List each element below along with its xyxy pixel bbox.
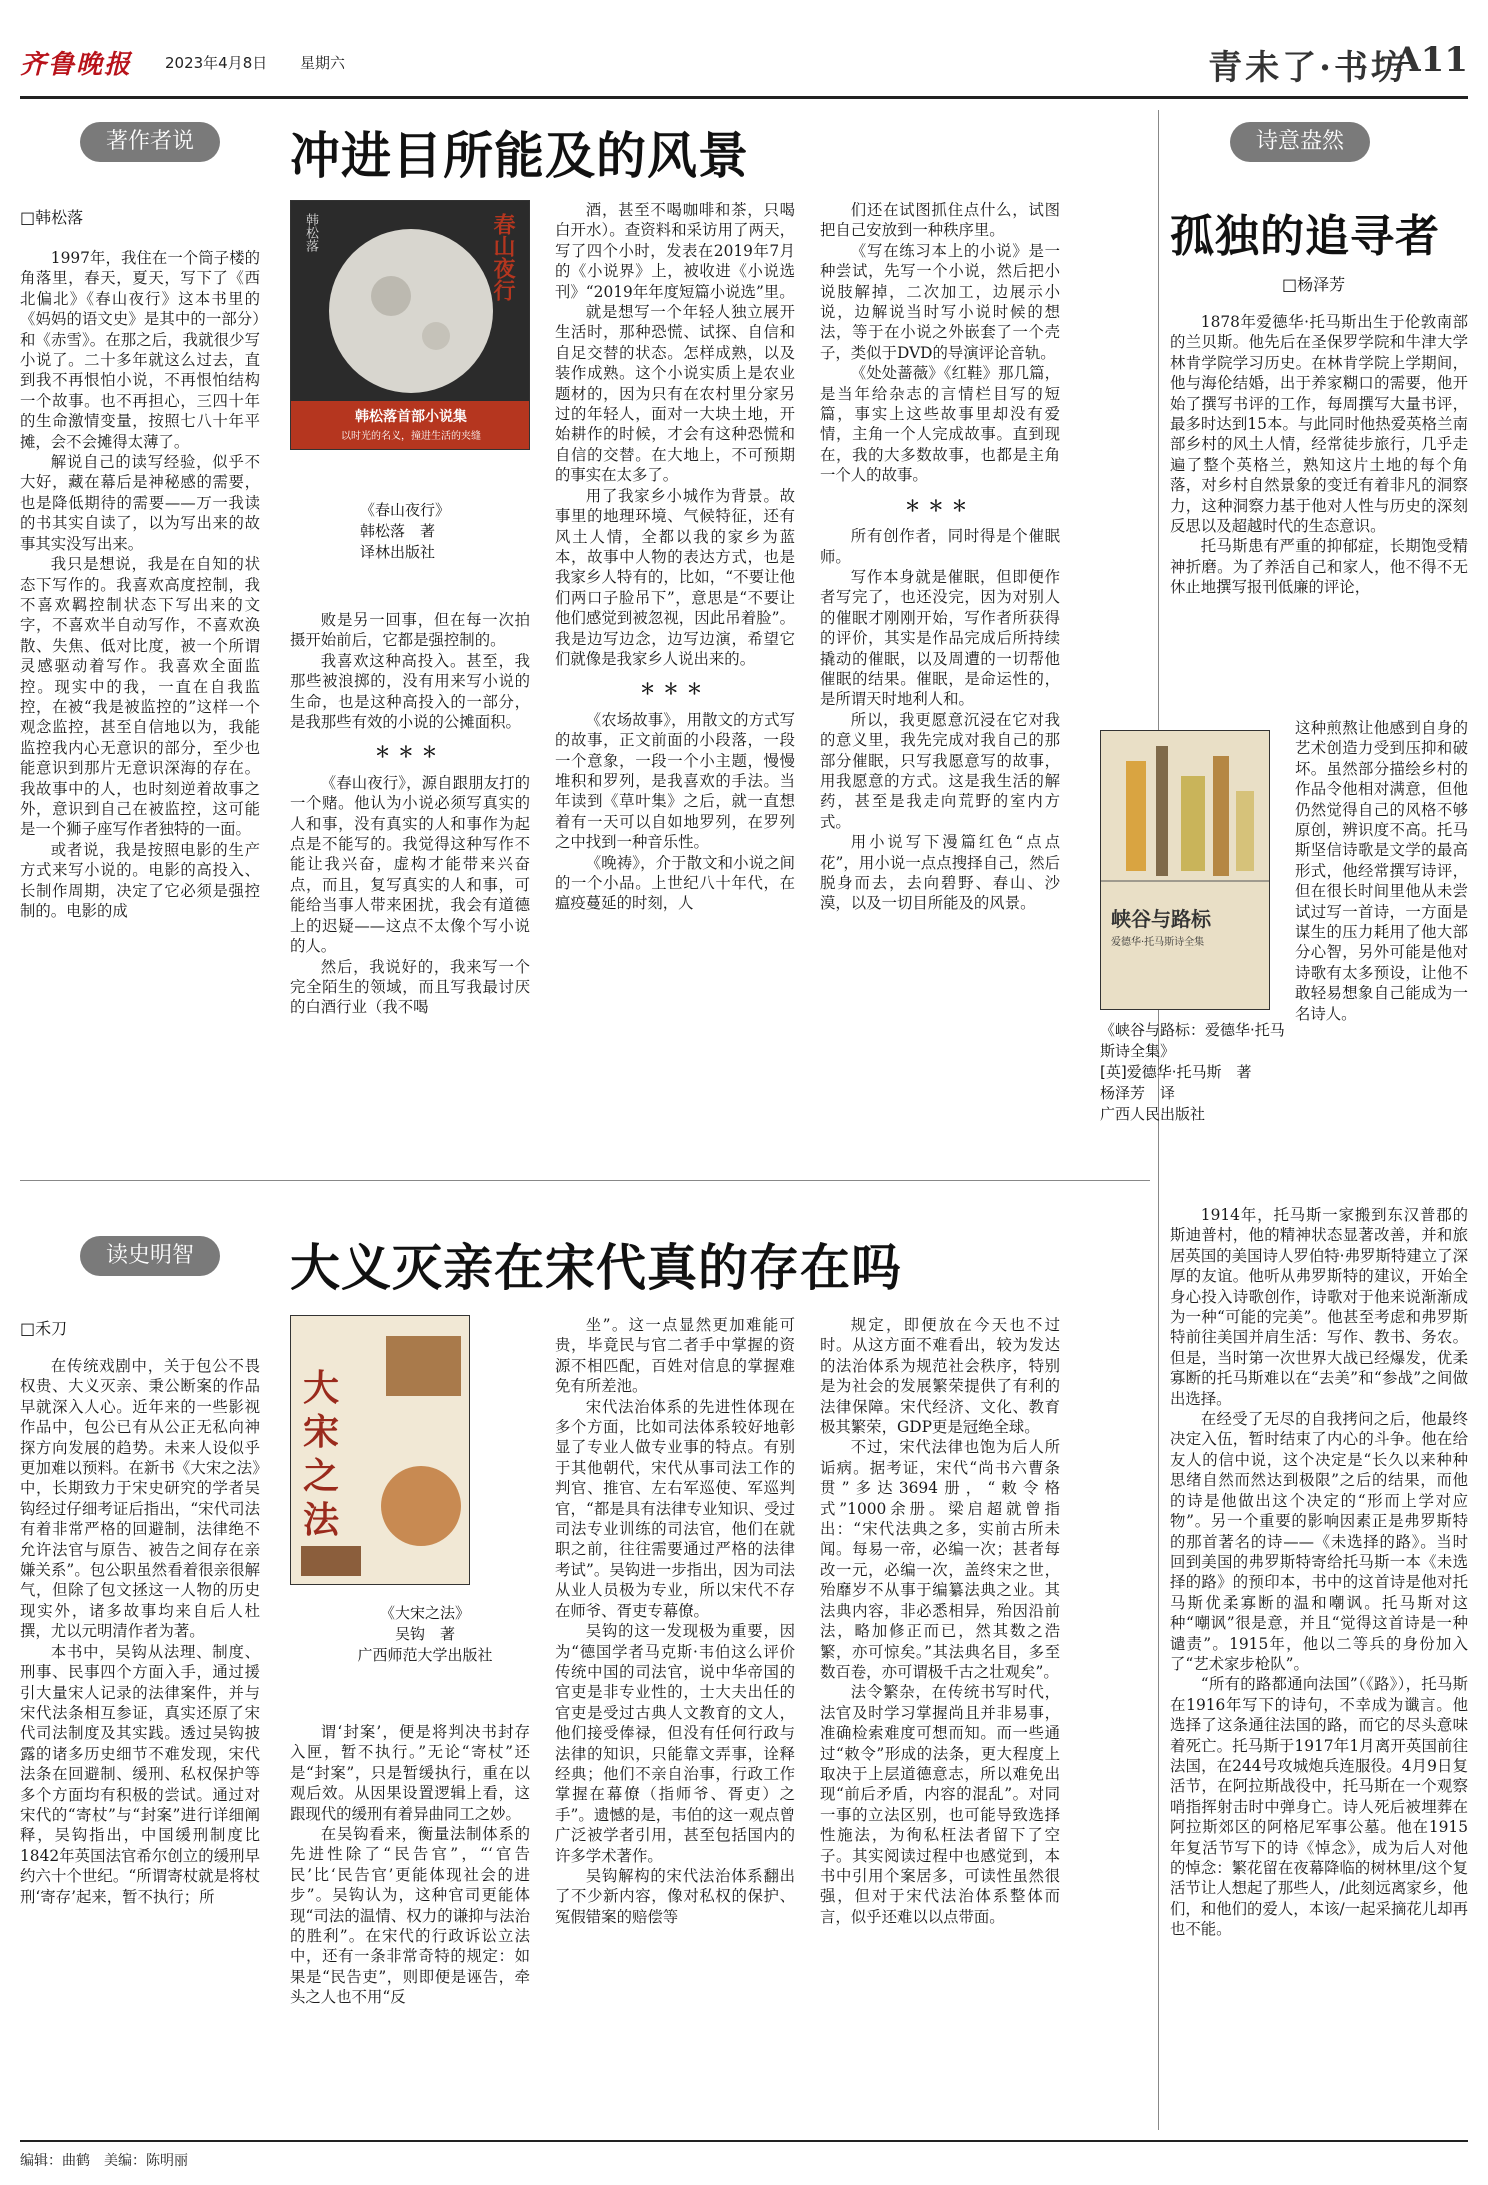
book-cover — [1100, 730, 1270, 1010]
article-column — [555, 1315, 795, 2134]
caption-line: 《大宋之法》 — [379, 1604, 470, 1622]
article-column — [1170, 312, 1468, 717]
cover-artwork-icon — [1101, 731, 1270, 1010]
article-column — [820, 1315, 1060, 2134]
paragraph: 坐”。这一点显然更加难能可贵，毕竟民与官二者手中掌握的资源不相匹配，百姓对信息的掌握难免有所差池。 — [555, 1316, 795, 1396]
caption-line: 广西师范大学出版社 — [357, 1646, 493, 1664]
masthead-rule — [20, 96, 1468, 99]
paragraph: 1997年，我住在一个筒子楼的角落里，春天，夏天，写下了《西北偏北》《春山夜行》这本书里的《妈妈的语文史》是其中的一部分）和《赤雪》。在那之后，我就很少写小说了。二十多年就这么过去，直到我不再恨怕小说，不再恨怕结构一个故事。也不再担心，三四十年的生命激情变量，按照七八十年平摊，会不会摊得太薄了。 — [20, 249, 260, 451]
paragraph: 在经受了无尽的自我拷问之后，他最终决定入伍，暂时结束了内心的斗争。他在给友人的信中说，这个决定是“长久以来种种思绪自然而然达到极限”之后的结果，而他的诗是他做出这个决定的“形而上学对应物”。另一个重要的影响因素正是弗罗斯特的那首著名的诗——《未选择的路》。当时回到美国的弗罗斯特寄给托马斯一本《未选择的路》的预印本，书中的这首诗是他对托马斯优柔寡断的温和嘲讽。托马斯对这种“嘲讽”很是意，并且“觉得这首诗是一种谴责”。1915年，他以二等兵的身份加入了“艺术家步枪队”。 — [1170, 1410, 1468, 1673]
section-divider — [20, 1180, 1150, 1181]
paragraph: 宋代法治体系的先进性体现在多个方面，比如司法体系较好地彰显了专业人做专业事的特点。有别于其他朝代，宋代从事司法工作的判官、推官、左右军巡使、军巡判官，“都是具有法律专业知识、受过司法专业训练的司法官，他们在就职之前，往往需要通过严格的法律考试”。吴钩进一步指出，因为司法从业人员极为专业，所以宋代不存在师爷、胥吏专幕僚。 — [555, 1397, 795, 1620]
footer-rule — [20, 2140, 1468, 2142]
book-feature — [290, 1315, 530, 1715]
paragraph: 《农场故事》，用散文的方式写的故事，正文前面的小段落，一段一个意象，一段一个小主题，慢慢堆积和罗列，是我喜欢的手法。当年读到《草叶集》之后，就一直想着有一天可以自如地罗列，在罗列之中找到一种音乐性。 — [555, 710, 795, 852]
caption-line: 吴钩 著 — [394, 1625, 455, 1643]
book-caption — [360, 500, 530, 563]
book-feature — [1100, 730, 1288, 1150]
article-column — [20, 248, 260, 1178]
paragraph: 我只是想说，我是在自知的状态下写作的。我喜欢高度控制，我不喜欢羁控制状态下写出来的文字，不喜欢半自动写作，不喜欢涣散、失焦、低对比度，被一个所谓灵感驱动着写作。我喜欢全面监控。现实中的我，一直在自我监控，在被“我是被监控的”这样一个观念监控，甚至自信地以为，我能监控我内心无意识的部分，至少也能意识到那片无意识深海的存在。我故事中的人，也时刻逆着故事之外，意识到自己在被监控，这可能是一个狮子座写作者独特的一面。 — [20, 555, 260, 839]
paragraph: 我喜欢这种高投入。甚至，我那些被浪掷的，没有用来写小说的生命，也是这种高投入的一部分，是我那些有效的小说的公摊面积。 — [290, 651, 530, 732]
paragraph: 吴钩解构的宋代法治体系翻出了不少新内容，像对私权的保护、冤假错案的赔偿等 — [555, 1866, 795, 1926]
article-column — [1295, 718, 1468, 1198]
book-cover — [290, 200, 530, 450]
caption-line: 译林出版社 — [360, 543, 436, 561]
cover-title: 峡谷与路标 — [1111, 907, 1211, 931]
editor-credits: 编辑：曲鹤 美编：陈明丽 — [20, 2153, 188, 2169]
cover-tagline: 以时光的名义，撞进生活的夹缝 — [341, 431, 481, 442]
paragraph: 吴钩的这一发现极为重要，因为“德国学者马克斯·韦伯这么评价传统中国的司法官，说中华帝国的官吏是非专业性的，士大夫出任的官吏是受过古典人文教育的文人，他们接受俸禄，但没有任何行政与法律的知识，只能靠文弄事，诠释经典；他们不亲自治事，行政工作掌握在幕僚（指师爷、胥吏）之手”。遗憾的是，韦伯的这一观点曾广泛被学者引用，甚至包括国内的许多学术著作。 — [555, 1622, 795, 1865]
caption-line: 韩松落 著 — [360, 522, 436, 540]
paragraph: 或者说，我是按照电影的生产方式来写小说的。电影的高投入、长制作周期，决定了它必须是强控制的。电影的成 — [20, 840, 260, 920]
section-break: ＊＊＊ — [374, 743, 446, 762]
caption-line: [英]爱德华·托马斯 著 — [1100, 1063, 1252, 1081]
paragraph: 《春山夜行》，源自跟朋友打的一个赌。他认为小说必须写真实的人和事，没有真实的人和事作为起点是不能写的。我觉得这种写作不能让我兴奋，虚构才能带来兴奋点，而且，复写真实的人和事，可能给当事人带来困扰，我会有道德上的迟疑——这点不太像个写小说的人。 — [290, 773, 530, 956]
article-column — [20, 1356, 260, 2134]
paragraph: 酒，甚至不喝咖啡和茶，只喝白开水）。查资料和采访用了两天，写了四个小时，发表在2019年7月的《小说界》上，被收进《小说选刊》“2019年年度短篇小说选”里。 — [555, 201, 795, 301]
article-column — [290, 1722, 530, 2134]
cover-author: 韩松落 — [303, 213, 318, 252]
cover-subtitle: 爱德华·托马斯诗全集 — [1111, 937, 1205, 948]
paragraph: 1914年，托马斯一家搬到东汉普郡的斯迪普村，他的精神状态显著改善，并和旅居英国的美国诗人罗伯特·弗罗斯特建立了深厚的友谊。他听从弗罗斯特的建议，开始全身心投入诗歌创作，诗歌对于他来说渐渐成为一种“可能的完美”。他甚至考虑和弗罗斯特前往美国并肩生活：写作、教书、务农。但是，当时第一次世界大战已经爆发，优柔寡断的托马斯难以在“去美”和“参战”之间做出选择。 — [1170, 1206, 1468, 1408]
article-title: 冲进目所能及的风景 — [290, 126, 749, 185]
caption-line: 《春山夜行》 — [360, 501, 451, 519]
paragraph: 1878年爱德华·托马斯出生于伦敦南部的兰贝斯。他先后在圣保罗学院和牛津大学林肯学院学习历史。在林肯学院上学期间，他与海伦结婚，出于养家糊口的需要，他开始了撰写书评的工作，每周撰写大量书评，最多时达到15本。与此同时他热爱英格兰南部乡村的风土人情，经常徒步旅行，几乎走遍了整个英格兰，熟知这片土地的每个角落，对乡村自然景象的变迁有着非凡的洞察力，这种洞察力基于他对人性与历史的深刻反思以及超越时代的生态意识。 — [1170, 313, 1468, 536]
cover-title: 春山夜行 — [490, 213, 516, 301]
book-cover — [290, 1315, 470, 1585]
article-column — [1170, 1205, 1468, 2133]
paragraph: 不过，宋代法律也饱为后人所诟病。据考证，宋代“尚书六曹条贯”多达3694册，“敕令格式”1000余册。梁启超就曾指出：“宋代法典之多，实前古所未闻。每易一帝，必编一次；甚者每改一元，必编一次，盖终宋之世，殆靡岁不从事于编纂法典之业。其法典内容，非必悉相异，殆因沿前法，略加修正而已，然其数之浩繁，亦可惊矣。”其法典名目，多至数百卷，亦可谓极千古之壮观矣”。 — [820, 1438, 1060, 1681]
paragraph: 《晚祷》，介于散文和小说之间的一个小品。上世纪八十年代，在瘟疫蔓延的时刻，人 — [555, 853, 795, 913]
paragraph: 们还在试图抓住点什么，试图把自己安放到一种秩序里。 — [820, 201, 1060, 240]
page-number: A11 — [1394, 40, 1468, 80]
masthead — [0, 0, 1488, 100]
paragraph: 《处处蔷薇》《红鞋》那几篇，是当年给杂志的言情栏目写的短篇，事实上这些故事里却没有爱情，主角一个人完成故事。直到现在，我的大多数故事，也都是主角一个人的故事。 — [820, 364, 1060, 485]
book-feature — [290, 200, 530, 600]
newspaper-logo: 齐鲁晚报 — [20, 50, 133, 80]
paragraph: 这种煎熬让他感到自身的艺术创造力受到压抑和破坏。虽然部分描绘乡村的作品令他相对满意，但他仍然觉得自己的风格不够原创，辨识度不高。托马斯坚信诗歌是文学的最高形式，他经常撰写诗评，但在很长时间里他从未尝试过写一首诗，一方面是谋生的压力耗用了他大部分心智，另外可能是他对诗歌有太多预设，让他不敢轻易想象自己能成为一名诗人。 — [1295, 719, 1468, 1023]
paragraph: 用小说写下漫篇红色“点点花”，用小说一点点搜择自己，然后脱身而去，去向碧野、春山、沙漠，以及一切目所能及的风景。 — [820, 833, 1060, 913]
caption-line: 杨泽芳 译 — [1100, 1084, 1176, 1102]
book-caption — [1100, 1020, 1290, 1125]
paragraph: 写作本身就是催眠，但即便作者写完了，也还没完，因为对别人的催眠才刚刚开始，写作者所获得的评价，其实是作品完成后所持续撬动的催眠，以及周遭的一切帮他催眠的结果。催眠，是命运性的，是所谓天时地利人和。 — [820, 567, 1060, 709]
column-tag: 著作者说 — [80, 122, 220, 162]
article-author: □韩松落 — [20, 208, 84, 227]
article-column — [555, 200, 795, 1178]
article-title: 大义灭亲在宋代真的存在吗 — [290, 1238, 902, 1297]
paragraph: 败是另一回事，但在每一次拍摄开始前后，它都是强控制的。 — [290, 611, 530, 650]
paragraph: 用了我家乡小城作为背景。故事里的地理环境、气候特征，还有风土人情，全都以我的家乡为蓝本，故事中人物的表达方式，也是我家乡人特有的，比如，“不要让他们两口子脸吊下”，意思是“不要让他们感觉到被忽视，因此吊着脸”。我是边写边念，边写边演，希望它们就像是我家乡人说出来的。 — [555, 486, 795, 668]
paragraph: 就是想写一个年轻人独立展开生活时，那种恐慌、试探、自信和自足交替的状态。怎样成熟，以及装作成熟。这个小说实质上是农业题材的，因为只有在农村里分家另过的年轻人，面对一大块土地，开始耕作的时候，才会有这种恐慌和自信的交替。在大地上，不可预期的事实在太多了。 — [555, 303, 795, 485]
paragraph: 解说自己的读写经验，似乎不大好，藏在幕后是神秘感的需要，也是降低期待的需要——万一我读的书其实自读了，以为写出来的故事其实没写出来。 — [20, 453, 260, 553]
book-caption — [320, 1603, 530, 1666]
issue-date: 2023年4月8日 — [165, 54, 268, 72]
paragraph: 规定，即便放在今天也不过时。从这方面不难看出，较为发达的法治体系为规范社会秩序，特别是为社会的发展繁荣提供了有利的法律保障。宋代经济、文化、教育极其繁荣，GDP更是冠绝全球。 — [820, 1316, 1060, 1437]
issue-weekday: 星期六 — [300, 54, 346, 72]
section-break: ＊＊＊ — [639, 680, 711, 699]
paragraph: 托马斯患有严重的抑郁症，长期饱受精神折磨。为了养活自己和家人，他不得不无休止地撰写报刊低廉的评论， — [1170, 537, 1468, 597]
paragraph: 《写在练习本上的小说》是一种尝试，先写一个小说，然后把小说肢解掉，二次加工，边展示小说，边解说当时写小说时候的想法，等于在小说之外嵌套了一个壳子，类似于DVD的导演评论音轨。 — [820, 241, 1060, 362]
paragraph: 所有创作者，同时得是个催眠师。 — [820, 527, 1060, 566]
paragraph: 本书中，吴钩从法理、制度、刑事、民事四个方面入手，通过援引大量宋人记录的法律案件，并与宋代法条相互参证，真实还原了宋代司法制度及其实践。透过吴钩披露的诸多历史细节不难发现，宋代法条在回避制、缓刑、私权保护等多个方面均有积极的尝试。通过对宋代的“寄杖”与“封案”进行详细阐释，吴钩指出，中国缓刑制度比1842年英国法官希尔创立的缓刑早约六十个世纪。“所谓寄杖就是将杖刑‘寄存’起来，暂不执行；所 — [20, 1642, 260, 1906]
column-tag: 读史明智 — [80, 1236, 220, 1276]
paragraph: 所以，我更愿意沉浸在它对我的意义里，我先完成对我自己的那部分催眠，只写我愿意写的故事，用我愿意的方式。这是我生活的解药，甚至是我走向荒野的室内方式。 — [820, 710, 1060, 831]
caption-line: 广西人民出版社 — [1100, 1105, 1206, 1123]
section-break: ＊＊＊ — [904, 496, 976, 515]
column-tag: 诗意盎然 — [1230, 122, 1370, 162]
cover-title: 大宋之法 — [303, 1367, 340, 1541]
paragraph: 然后，我说好的，我来写一个完全陌生的领域，而且写我最讨厌的白酒行业（我不喝 — [290, 957, 530, 1017]
paragraph: 在传统戏剧中，关于包公不畏权贵、大义灭亲、秉公断案的作品早就深入人心。近年来的一些影视作品中，包公已有从公正无私向神探方向发展的趋势。未来人设似乎更加难以预料。在新书《大宋之法》中，长期致力于宋史研究的学者吴钩经过仔细考证后指出，“宋代司法有着非常严格的回避制，法律绝不允许法官与原告、被告之间存在亲嫌关系”。包公职虽然看着很亲很解气，但除了包文拯这一人物的历史现实外，诸多故事均来自后人杜撰，尤以元明清作者为著。 — [20, 1357, 260, 1641]
paragraph: 在吴钩看来，衡量法制体系的先进性除了“民告官”，“‘官告民’比‘民告官’更能体现社会的进步”。吴钩认为，这种官司更能体现“司法的温情、权力的谦抑与法治的胜利”。在宋代的行政诉讼立法中，还有一条非常奇特的规定：如果是“民告吏”，则即便是诬告，牵头之人也不用“反 — [290, 1825, 530, 2007]
article-author: □杨泽芳 — [1282, 275, 1346, 294]
article-title: 孤独的追寻者 — [1170, 211, 1440, 262]
article-author: □禾刀 — [20, 1319, 68, 1338]
article-column — [290, 610, 530, 1178]
paragraph: 法令繁杂，在传统书写时代，法官及时学习掌握尚且并非易事，准确检索难度可想而知。而一些通过“敕令”形成的法条，更大程度上取决于上层道德意志，所以难免出现“前后矛盾，内容的混乱”。对同一事的立法区别，也可能导致选择性施法，为徇私枉法者留下了空子。其实阅读过程中也感觉到，本书中引用个案居多，可读性虽然很强，但对于宋代法治体系整体而言，似乎还难以以点带面。 — [820, 1683, 1060, 1926]
caption-line: 《峡谷与路标：爱德华·托马斯诗全集》 — [1100, 1021, 1285, 1060]
article-column — [820, 200, 1060, 1178]
cover-subtitle: 韩松落首部小说集 — [355, 409, 467, 425]
section-title: 青未了·书坊 — [1208, 48, 1408, 88]
paragraph: 谓‘封案’，便是将判决书封存入匣，暂不执行。”无论“寄杖”还是“封案”，只是暂缓执行，重在以观后效。从因果设置逻辑上看，这跟现代的缓刑有着异曲同工之妙。 — [290, 1723, 530, 1823]
paragraph: “所有的路都通向法国”（《路》），托马斯在1916年写下的诗句，不幸成为谶言。他选择了这条通往法国的路，而它的尽头意味着死亡。托马斯于1917年1月离开英国前往法国，在244号攻城炮兵连服役。4月9日复活节，在阿拉斯战役中，托马斯在一个观察哨指挥射击时中弹身亡。诗人死后被埋葬在阿拉斯郊区的阿格尼军事公墓。他在1915年复活节写下的诗《悼念》，成为后人对他的悼念：繁花留在夜幕降临的树林里/这个复活节让人想起了那些人，/此刻远离家乡，他们，和他们的爱人，本该/一起采摘花儿却再也不能。 — [1170, 1675, 1468, 1939]
